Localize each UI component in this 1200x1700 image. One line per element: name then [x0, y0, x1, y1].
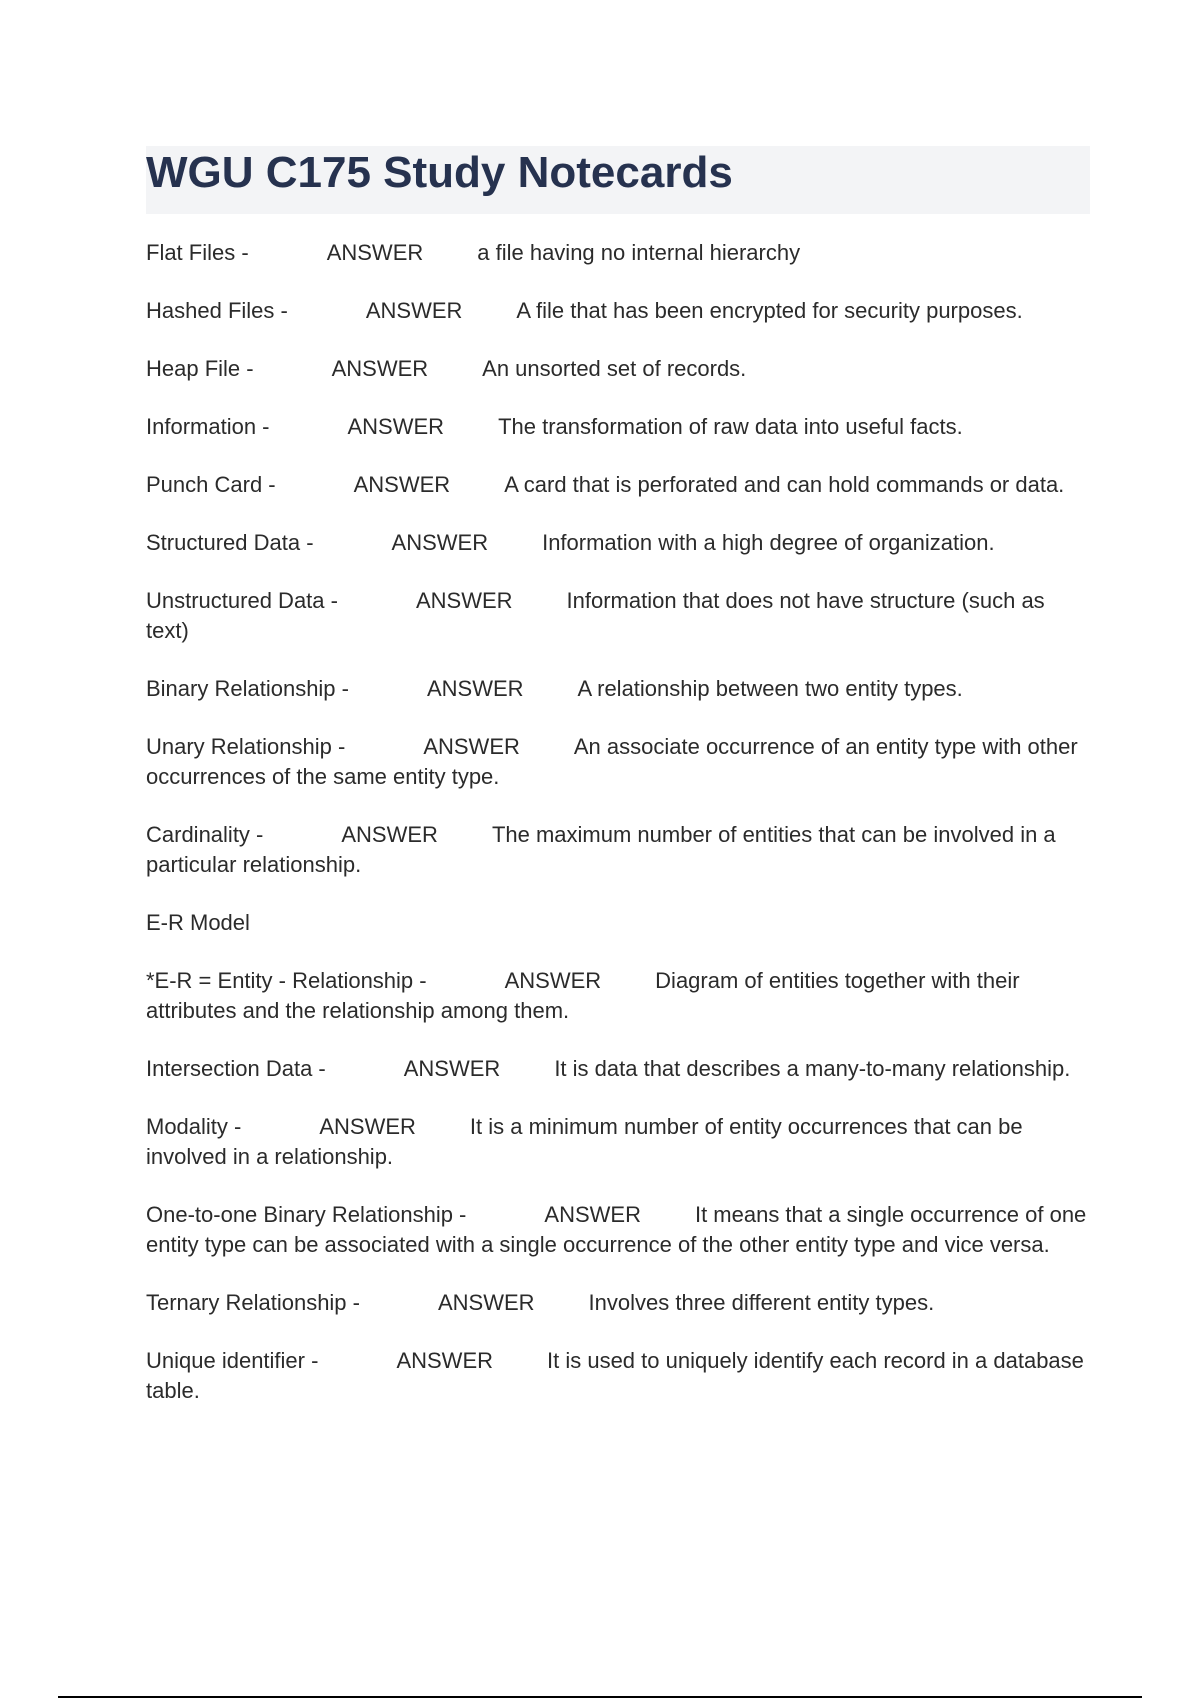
answer-label: ANSWER [391, 530, 489, 555]
notecard-term: *E-R = Entity - Relationship - [146, 968, 427, 993]
answer-label: ANSWER [341, 822, 438, 847]
notecard-definition: The transformation of raw data into useful facts. [498, 414, 963, 439]
notecard-definition: A file that has been encrypted for security purposes. [516, 298, 1023, 323]
notecard-term: E-R Model [146, 910, 250, 935]
notecard-definition: An unsorted set of records. [482, 356, 747, 381]
notecard [146, 296, 1092, 326]
page-title: WGU C175 Study Notecards [146, 148, 733, 197]
notecard [146, 732, 1092, 792]
notecard-definition: Information that does not have structure (such as text) [146, 588, 1045, 643]
notecard [146, 820, 1092, 880]
notecard-term: Hashed Files - [146, 298, 288, 323]
notecard-definition: It is a minimum number of entity occurrences that can be involved in a relationship. [146, 1114, 1023, 1169]
answer-label: ANSWER [353, 472, 451, 497]
notecard [146, 1112, 1092, 1172]
notecard [146, 238, 1092, 268]
notecard-term: Cardinality - [146, 822, 264, 847]
notecard-definition: The maximum number of entities that can be involved in a particular relationship. [146, 822, 1056, 877]
notecard-term: Binary Relationship - [146, 676, 349, 701]
answer-label: ANSWER [426, 676, 524, 701]
notecard-definition: Diagram of entities together with their attributes and the relationship among them. [146, 968, 1020, 1023]
notecard-term: Modality - [146, 1114, 242, 1139]
notecard-term: Heap File - [146, 356, 254, 381]
notecard-term: Unary Relationship - [146, 734, 346, 759]
answer-label: ANSWER [437, 1290, 535, 1315]
notecard-definition: Involves three different entity types. [588, 1290, 935, 1315]
notecard [146, 1288, 1092, 1318]
answer-label: ANSWER [403, 1056, 501, 1081]
notecard-definition: A relationship between two entity types. [577, 676, 963, 701]
notecard-definition: It is used to uniquely identify each record in a database table. [146, 1348, 1084, 1403]
notecard-heading [146, 908, 1092, 938]
notecard-definition: It is data that describes a many-to-many relationship. [554, 1056, 1071, 1081]
notecard-definition: A card that is perforated and can hold commands or data. [504, 472, 1065, 497]
notecard-term: Punch Card - [146, 472, 276, 497]
notecard-definition: An associate occurrence of an entity type with other occurrences of the same entity type. [146, 734, 1078, 789]
notecard-term: Ternary Relationship - [146, 1290, 360, 1315]
notecard [146, 470, 1092, 500]
notecard-term: Information - [146, 414, 270, 439]
answer-label: ANSWER [396, 1348, 493, 1373]
notecard-definition: It means that a single occurrence of one entity type can be associated with a single occurrence of the other entity type and vice versa. [146, 1202, 1087, 1257]
answer-label: ANSWER [423, 734, 520, 759]
notecard-term: Structured Data - [146, 530, 314, 555]
notecard-term: Flat Files - [146, 240, 249, 265]
notecard [146, 674, 1092, 704]
notecard-term: One-to-one Binary Relationship - [146, 1202, 467, 1227]
notecard [146, 528, 1092, 558]
notecard [146, 966, 1092, 1026]
footer-divider [58, 1696, 1142, 1698]
notecard [146, 1346, 1092, 1406]
notecard [146, 412, 1092, 442]
answer-label: ANSWER [326, 240, 424, 265]
answer-label: ANSWER [319, 1114, 416, 1139]
notecard-term: Intersection Data - [146, 1056, 326, 1081]
notecard-definition: a file having no internal hierarchy [477, 240, 801, 265]
notecard-list [146, 238, 1092, 1434]
answer-label: ANSWER [365, 298, 463, 323]
notecard [146, 1200, 1092, 1260]
notecard-definition: Information with a high degree of organization. [542, 530, 995, 555]
notecard [146, 1054, 1092, 1084]
answer-label: ANSWER [415, 588, 513, 613]
notecard [146, 354, 1092, 384]
notecard-term: Unstructured Data - [146, 588, 338, 613]
title-banner [146, 146, 1090, 214]
answer-label: ANSWER [504, 968, 602, 993]
answer-label: ANSWER [347, 414, 445, 439]
answer-label: ANSWER [331, 356, 429, 381]
notecard [146, 586, 1092, 646]
answer-label: ANSWER [544, 1202, 641, 1227]
notecard-term: Unique identifier - [146, 1348, 319, 1373]
